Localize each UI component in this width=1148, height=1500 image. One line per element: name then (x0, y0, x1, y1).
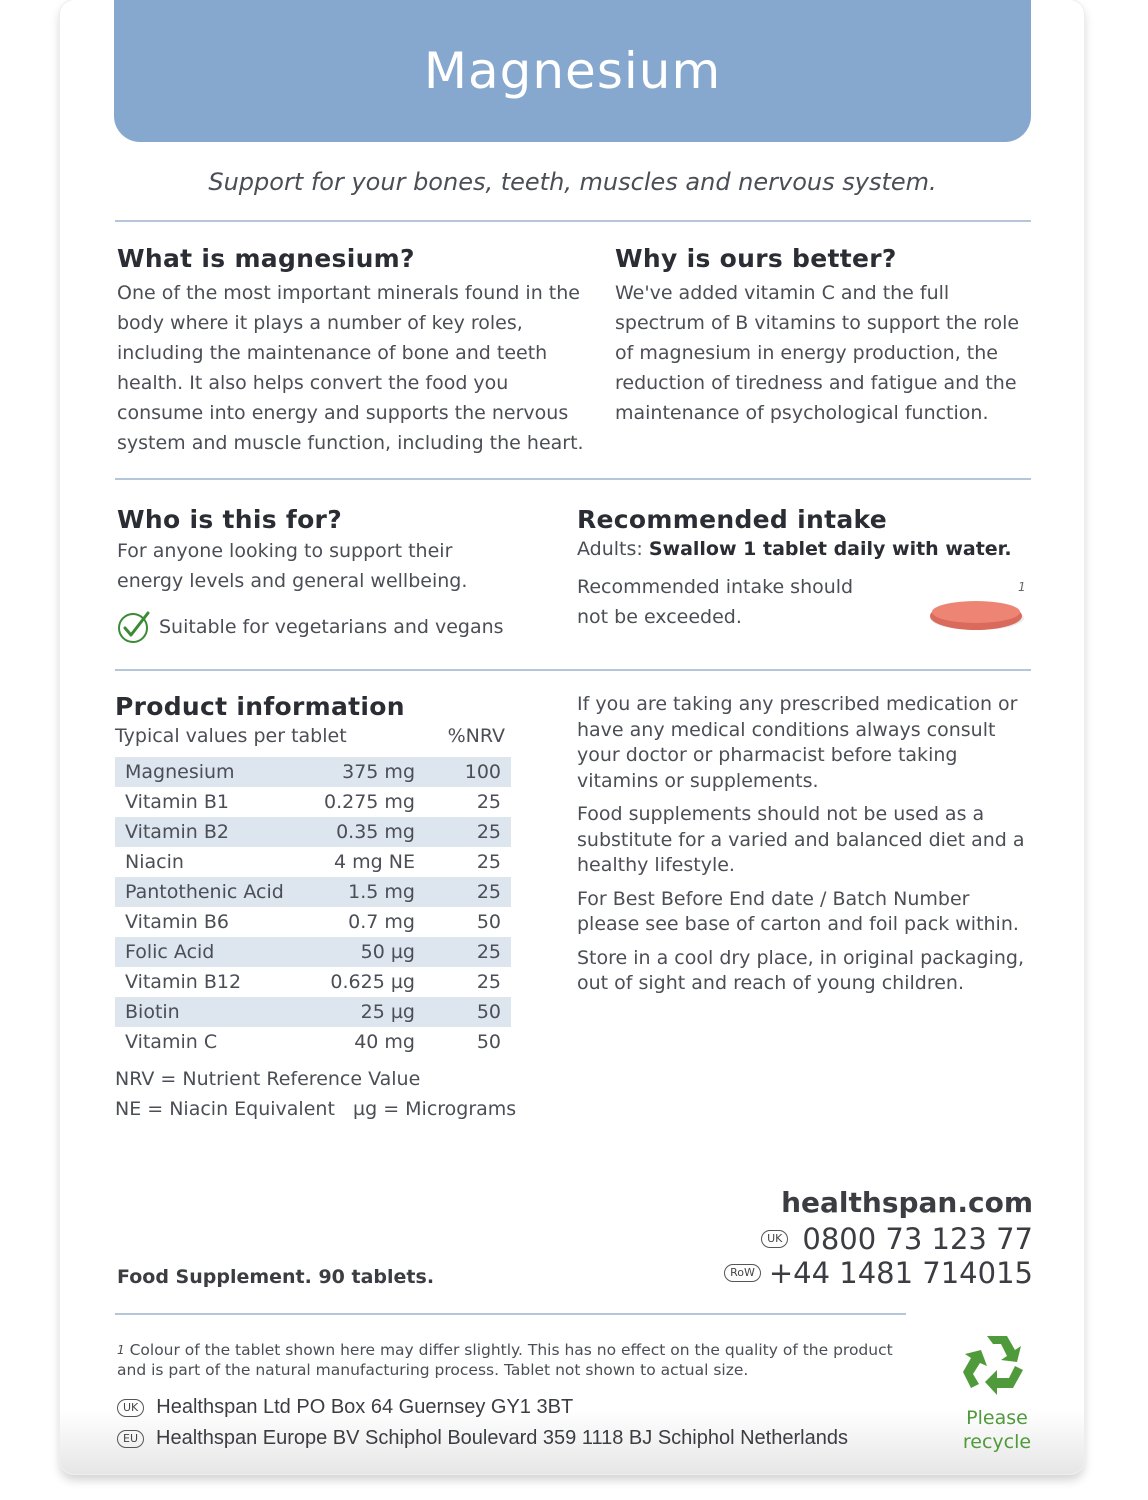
recycle-line-1: Please (966, 1407, 1028, 1429)
table-row (115, 1027, 511, 1057)
nutrient-name: Biotin (115, 997, 308, 1027)
who-body: For anyone looking to support their energy levels and general wellbeing. (117, 540, 468, 592)
typical-values-label: Typical values per tablet (115, 725, 347, 747)
nutrient-amount: 1.5 mg (308, 877, 431, 907)
row-phone: +44 1481 714015 (768, 1256, 1033, 1290)
nutrient-nrv: 50 (431, 997, 511, 1027)
who-heading: Who is this for? (117, 505, 342, 534)
intake-dose: Swallow 1 tablet daily with water. (648, 538, 1012, 560)
nutrient-name: Niacin (125, 851, 184, 873)
nutrient-name: Vitamin B12 (125, 971, 242, 993)
footnote-mark: 1 (117, 1343, 125, 1357)
advice-batch: For Best Before End date / Batch Number please see base of carton and foil pack within. (577, 887, 1019, 935)
row-phone-row (724, 1256, 1033, 1290)
website: healthspan.com (781, 1186, 1033, 1219)
nutrient-nrv: 50 (476, 911, 501, 933)
footnote-text: Colour of the tablet shown here may differ slightly. This has no effect on the quality of the product and is part of the natural manufacturing process. Tablet not shown to actual size. (117, 1341, 893, 1379)
tablet-footnote-mark: 1 (1018, 580, 1026, 594)
what-heading: What is magnesium? (117, 244, 415, 273)
uk-address-badge: UK (117, 1399, 144, 1417)
eu-address-badge: EU (117, 1430, 144, 1448)
table-row (115, 997, 511, 1027)
divider (115, 478, 1031, 480)
nutrient-amount: 25 µg (308, 997, 431, 1027)
table-row (115, 817, 511, 847)
eu-address (117, 1427, 848, 1450)
header-banner (114, 0, 1031, 142)
nutrient-amount: 375 mg (308, 757, 431, 787)
table-row (115, 937, 511, 967)
tablet-image (929, 596, 1025, 632)
row-badge: RoW (724, 1264, 761, 1282)
nutrient-name: Magnesium (115, 757, 308, 787)
intake-heading: Recommended intake (577, 505, 888, 534)
nutrient-nrv: 25 (476, 851, 501, 873)
nutrient-amount: 0.35 mg (308, 817, 431, 847)
nutrient-amount: 0.7 mg (348, 911, 415, 933)
check-circle-icon (117, 610, 151, 644)
nutrient-amount: 0.625 µg (330, 971, 415, 993)
nutrient-name: Pantothenic Acid (115, 877, 308, 907)
nutrient-name: Folic Acid (115, 937, 308, 967)
table-row (115, 877, 511, 907)
tagline: Support for your bones, teeth, muscles and nervous system. (208, 168, 937, 196)
nrv-header: %NRV (447, 725, 505, 747)
pack-label: Food Supplement. 90 tablets. (117, 1266, 435, 1288)
nutrient-amount: 40 mg (354, 1031, 415, 1053)
recycle-badge (955, 1330, 1039, 1454)
nutrient-amount: 0.275 mg (323, 791, 415, 813)
nrv-definition: NRV = Nutrient Reference Value (115, 1068, 421, 1090)
nutrient-nrv: 25 (431, 817, 511, 847)
nutrient-nrv: 25 (476, 791, 501, 813)
nutrient-name: Vitamin B2 (115, 817, 308, 847)
advice-diet: Food supplements should not be used as a substitute for a varied and balanced diet and a healthy lifestyle. (577, 803, 1025, 876)
recycle-line-2: recycle (962, 1431, 1032, 1453)
table-row (115, 787, 511, 817)
nutrient-amount: 50 µg (308, 937, 431, 967)
nutrient-amount: 4 mg NE (334, 851, 415, 873)
intake-warning: Recommended intake should not be exceeded. (577, 576, 854, 628)
advice-medication: If you are taking any prescribed medication or have any medical conditions always consult your doctor or pharmacist before taking vitamins or supplements. (577, 693, 1018, 792)
nutrient-nrv: 50 (476, 1031, 501, 1053)
vegan-badge (117, 610, 504, 644)
nutrition-table (115, 757, 511, 1057)
uk-address-text: Healthspan Ltd PO Box 64 Guernsey GY1 3BT (156, 1396, 574, 1418)
nutrient-nrv: 25 (431, 937, 511, 967)
product-heading: Product information (115, 692, 405, 721)
what-body: One of the most important minerals found in the body where it plays a number of key roles, including the maintenance of bone and teeth health. It also helps convert the food you consume into energy and supports the nervous system and muscle function, including the heart. (117, 282, 584, 454)
recycle-icon (961, 1330, 1033, 1400)
why-body: We've added vitamin C and the full spectrum of B vitamins to support the role of magnesium in energy production, the reduction of tiredness and fatigue and the maintenance of psychological function. (615, 282, 1020, 424)
ne-definition: NE = Niacin Equivalent (115, 1098, 335, 1120)
divider (115, 1313, 906, 1315)
why-heading: Why is ours better? (615, 244, 897, 273)
table-row (115, 967, 511, 997)
divider (115, 669, 1031, 671)
nutrient-name: Vitamin B6 (125, 911, 229, 933)
ug-definition: µg = Micrograms (353, 1098, 517, 1120)
eu-address-text: Healthspan Europe BV Schiphol Boulevard 359 1118 BJ Schiphol Netherlands (156, 1427, 848, 1449)
intake-instruction (577, 538, 1012, 560)
vegan-label: Suitable for vegetarians and vegans (159, 616, 504, 638)
table-row (115, 847, 511, 877)
table-row (115, 907, 511, 937)
intake-adults-label: Adults: (577, 538, 643, 560)
advice-storage: Store in a cool dry place, in original packaging, out of sight and reach of young children. (577, 946, 1025, 994)
nutrient-nrv: 25 (476, 971, 501, 993)
uk-address (117, 1396, 573, 1419)
uk-phone-row (761, 1222, 1033, 1256)
nutrient-nrv: 100 (431, 757, 511, 787)
divider (115, 220, 1031, 222)
nutrient-name: Vitamin B1 (125, 791, 229, 813)
table-row (115, 757, 511, 787)
tablet-footnote (117, 1340, 907, 1380)
advice-block (577, 692, 1037, 1005)
table-header (115, 725, 505, 747)
page-title: Magnesium (423, 42, 722, 100)
uk-badge: UK (761, 1230, 788, 1248)
nutrient-nrv: 25 (431, 877, 511, 907)
nutrient-name: Vitamin C (125, 1031, 218, 1053)
uk-phone: 0800 73 123 77 (802, 1222, 1033, 1256)
